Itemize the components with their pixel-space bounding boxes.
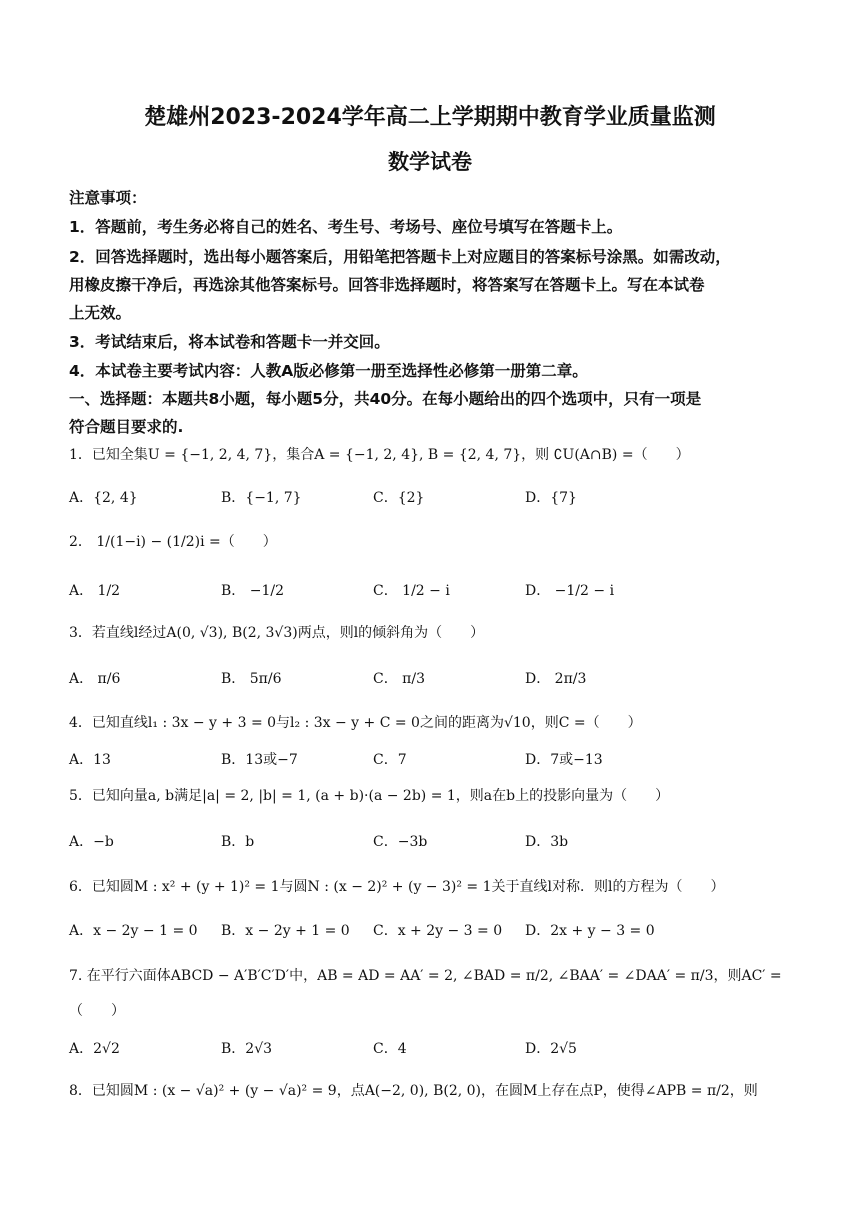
option-a: A．x − 2y − 1 = 0: [69, 923, 198, 939]
page-title: 楚雄州2023-2024学年高二上学期期中教育学业质量监测: [144, 105, 716, 130]
option-a: A．−b: [69, 834, 114, 850]
option-b: B．x − 2y + 1 = 0: [221, 923, 350, 939]
question-stem: 5．已知向量a, b满足|a| = 2, |b| = 1, (a + b)·(a − 2b) = 1，则a在b上的投影向量为（ ）: [69, 788, 670, 804]
question-stem: 2． 1/(1−i) − (1/2)i =（ ）: [69, 534, 277, 550]
option-c: C．{2}: [373, 490, 425, 506]
option-b: B． 5π/6: [221, 671, 282, 687]
page-subtitle: 数学试卷: [388, 150, 472, 174]
notes-heading: 注意事项：: [69, 189, 147, 207]
option-b: B．b: [221, 834, 255, 850]
option-a: A．13: [69, 752, 111, 768]
option-d: D． 2π/3: [525, 671, 587, 687]
option-c: C． π/3: [373, 671, 425, 687]
question-stem: 8．已知圆M : (x − √a)² + (y − √a)² = 9，点A(−2, 0), B(2, 0)，在圆M上存在点P，使得∠APB = π/2，则: [69, 1083, 758, 1099]
option-a: A． π/6: [69, 671, 121, 687]
option-c: C． 1/2 − i: [373, 583, 450, 599]
section-heading: 一、选择题：本题共8小题，每小题5分，共40分。在每小题给出的四个选项中，只有一项是: [69, 390, 702, 408]
question-stem: 1．已知全集U = {−1, 2, 4, 7}，集合A = {−1, 2, 4}, B = {2, 4, 7}，则 ∁U(A∩B) =（ ）: [69, 447, 690, 463]
option-b: B．2√3: [221, 1041, 273, 1057]
option-c: C．x + 2y − 3 = 0: [373, 923, 503, 939]
section-heading: 符合题目要求的.: [69, 418, 184, 436]
question-stem: 3．若直线l经过A(0, √3), B(2, 3√3)两点，则l的倾斜角为（ ）: [69, 625, 485, 641]
option-d: D．3b: [525, 834, 569, 850]
question-stem: 4．已知直线l₁ : 3x − y + 3 = 0与l₂ : 3x − y + C = 0之间的距离为√10，则C =（ ）: [69, 715, 642, 731]
option-d: D．{7}: [525, 490, 577, 506]
note-item: 上无效。: [69, 304, 132, 322]
option-d: D．7或−13: [525, 752, 603, 768]
question-stem: 7. 在平行六面体ABCD − A′B′C′D′中，AB = AD = AA′ = 2, ∠BAD = π/2, ∠BAA′ = ∠DAA′ = π/3，则AC′ =: [69, 968, 782, 984]
option-c: C．7: [373, 752, 407, 768]
option-a: A．2√2: [69, 1041, 120, 1057]
option-c: C．4: [373, 1041, 407, 1057]
note-item: 用橡皮擦干净后，再选涂其他答案标号。回答非选择题时，将答案写在答题卡上。写在本试卷: [69, 276, 705, 294]
option-a: A．{2, 4}: [69, 490, 138, 506]
option-b: B．13或−7: [221, 752, 298, 768]
option-d: D．2√5: [525, 1041, 577, 1057]
note-item: 3．考试结束后，将本试卷和答题卡一并交回。: [69, 333, 390, 351]
option-b: B． −1/2: [221, 583, 284, 599]
option-d: D． −1/2 − i: [525, 583, 615, 599]
option-b: B．{−1, 7}: [221, 490, 302, 506]
question-stem-cont: （ ）: [69, 1003, 125, 1019]
question-stem: 6．已知圆M : x² + (y + 1)² = 1与圆N : (x − 2)² + (y − 3)² = 1关于直线l对称．则l的方程为（ ）: [69, 879, 725, 895]
note-item: 2．回答选择题时，选出每小题答案后，用铅笔把答题卡上对应题目的答案标号涂黑。如需改动，: [69, 248, 731, 266]
option-a: A． 1/2: [69, 583, 121, 599]
option-c: C．−3b: [373, 834, 428, 850]
note-item: 4．本试卷主要考试内容：人教A版必修第一册至选择性必修第一册第二章。: [69, 362, 588, 380]
note-item: 1．答题前，考生务必将自己的姓名、考生号、考场号、座位号填写在答题卡上。: [69, 218, 623, 236]
option-d: D．2x + y − 3 = 0: [525, 923, 655, 939]
